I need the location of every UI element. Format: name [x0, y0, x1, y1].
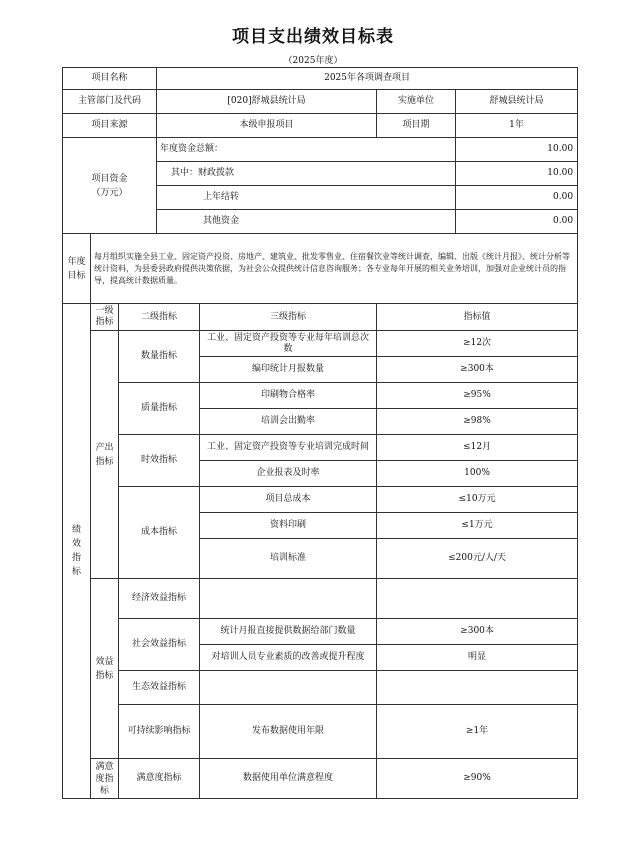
goal-text: 每月组织实施全县工业、固定资产投资、房地产、建筑业、批发零售业、住宿餐饮业等统计调查，编辑、出版《统计月报》、统计分析等统计资料，为县委县政府提供决策依据，为社会公众提供统计信息咨询服务；各专业每年开展的相关业务培训，加强对企业统计员的指导，提高统计数据质量。	[91, 234, 578, 304]
cost-label: 成本指标	[119, 487, 200, 579]
indicator-name: 培训会出勤率	[200, 409, 377, 435]
dept-label: 主管部门及代码	[63, 90, 157, 114]
project-name-label: 项目名称	[63, 68, 157, 90]
indicator-value-empty	[377, 671, 578, 705]
fund-item-label: 其他资金	[157, 210, 456, 234]
fund-row	[63, 138, 578, 162]
indicator-name: 数据使用单位满意程度	[200, 759, 377, 799]
satisfaction-level1-label: 满意 度指 标	[91, 759, 119, 799]
social-label: 社会效益指标	[119, 619, 200, 671]
row-goal	[63, 234, 578, 304]
header-level3: 三级指标	[200, 304, 377, 331]
timeliness-label: 时效指标	[119, 435, 200, 487]
dept-value: [020]舒城县统计局	[157, 90, 377, 114]
indicator-row	[63, 759, 578, 799]
goal-label: 年度 目标	[63, 234, 91, 304]
indicator-value: ≥90%	[377, 759, 578, 799]
output-label: 产出 指标	[91, 331, 119, 579]
header-level2: 二级指标	[119, 304, 200, 331]
indicator-value: ≥1年	[377, 705, 578, 759]
indicator-value: 明显	[377, 645, 578, 671]
indicator-value: ≥95%	[377, 383, 578, 409]
indicator-name: 项目总成本	[200, 487, 377, 513]
indicator-row	[63, 487, 578, 513]
indicator-name: 工业、固定资产投资等专业培训完成时间	[200, 435, 377, 461]
ecological-label: 生态效益指标	[119, 671, 200, 705]
row-source	[63, 114, 578, 138]
fund-item-value: 0.00	[456, 186, 578, 210]
indicator-name: 培训标准	[200, 539, 377, 579]
indicator-name: 发布数据使用年限	[200, 705, 377, 759]
indicator-row	[63, 383, 578, 409]
indicator-value: 100%	[377, 461, 578, 487]
fund-item-value: 10.00	[456, 162, 578, 186]
sustainable-label: 可持续影响指标	[119, 705, 200, 759]
economic-label: 经济效益指标	[119, 579, 200, 619]
indicator-value: ≤200元/人/天	[377, 539, 578, 579]
indicator-value: ≤1万元	[377, 513, 578, 539]
indicator-section-label: 绩 效 指 标	[63, 304, 91, 799]
fund-item-value: 10.00	[456, 138, 578, 162]
fund-item-value: 0.00	[456, 210, 578, 234]
indicator-value: ≥300本	[377, 619, 578, 645]
source-label: 项目来源	[63, 114, 157, 138]
quality-label: 质量指标	[119, 383, 200, 435]
indicator-row	[63, 705, 578, 759]
indicator-name-empty	[200, 579, 377, 619]
indicator-name: 编印统计月报数量	[200, 357, 377, 383]
indicator-value: ≥300本	[377, 357, 578, 383]
indicator-name: 统计月报直接提供数据给部门数量	[200, 619, 377, 645]
indicator-header	[63, 304, 578, 331]
row-department	[63, 90, 578, 114]
header-level1: 一级 指标	[91, 304, 119, 331]
impl-value: 舒城县统计局	[456, 90, 578, 114]
indicator-row	[63, 619, 578, 645]
year-note: （2025年度）	[283, 56, 343, 66]
project-name: 2025年各项调查项目	[157, 68, 578, 90]
indicator-value: ≤12月	[377, 435, 578, 461]
fund-item-label: 其中：财政拨款	[157, 162, 456, 186]
header-value: 指标值	[377, 304, 578, 331]
fund-item-label: 上年结转	[157, 186, 456, 210]
fund-item-label: 年度资金总额：	[157, 138, 456, 162]
performance-table	[62, 67, 578, 799]
indicator-name-empty	[200, 671, 377, 705]
source-value: 本级申报项目	[157, 114, 377, 138]
page-title: 项目支出绩效目标表	[232, 27, 394, 47]
satisfaction-label: 满意度指标	[119, 759, 200, 799]
quantity-label: 数量指标	[119, 331, 200, 383]
indicator-row	[63, 331, 578, 357]
indicator-value-empty	[377, 579, 578, 619]
benefit-label: 效益 指标	[91, 579, 119, 759]
row-project-name	[63, 68, 578, 90]
period-value: 1年	[456, 114, 578, 138]
indicator-value: ≥12次	[377, 331, 578, 357]
indicator-name: 工业、固定资产投资等专业每年培训总次数	[200, 331, 377, 357]
indicator-row	[63, 671, 578, 705]
indicator-name: 对培训人员专业素质的改善或提升程度	[200, 645, 377, 671]
indicator-name: 企业报表及时率	[200, 461, 377, 487]
indicator-row	[63, 435, 578, 461]
indicator-name: 资料印刷	[200, 513, 377, 539]
funds-label: 项目资金 （万元）	[63, 138, 157, 234]
indicator-row	[63, 579, 578, 619]
indicator-name: 印刷物合格率	[200, 383, 377, 409]
indicator-value: ≥98%	[377, 409, 578, 435]
period-label: 项目期	[377, 114, 456, 138]
impl-label: 实施单位	[377, 90, 456, 114]
indicator-value: ≤10万元	[377, 487, 578, 513]
